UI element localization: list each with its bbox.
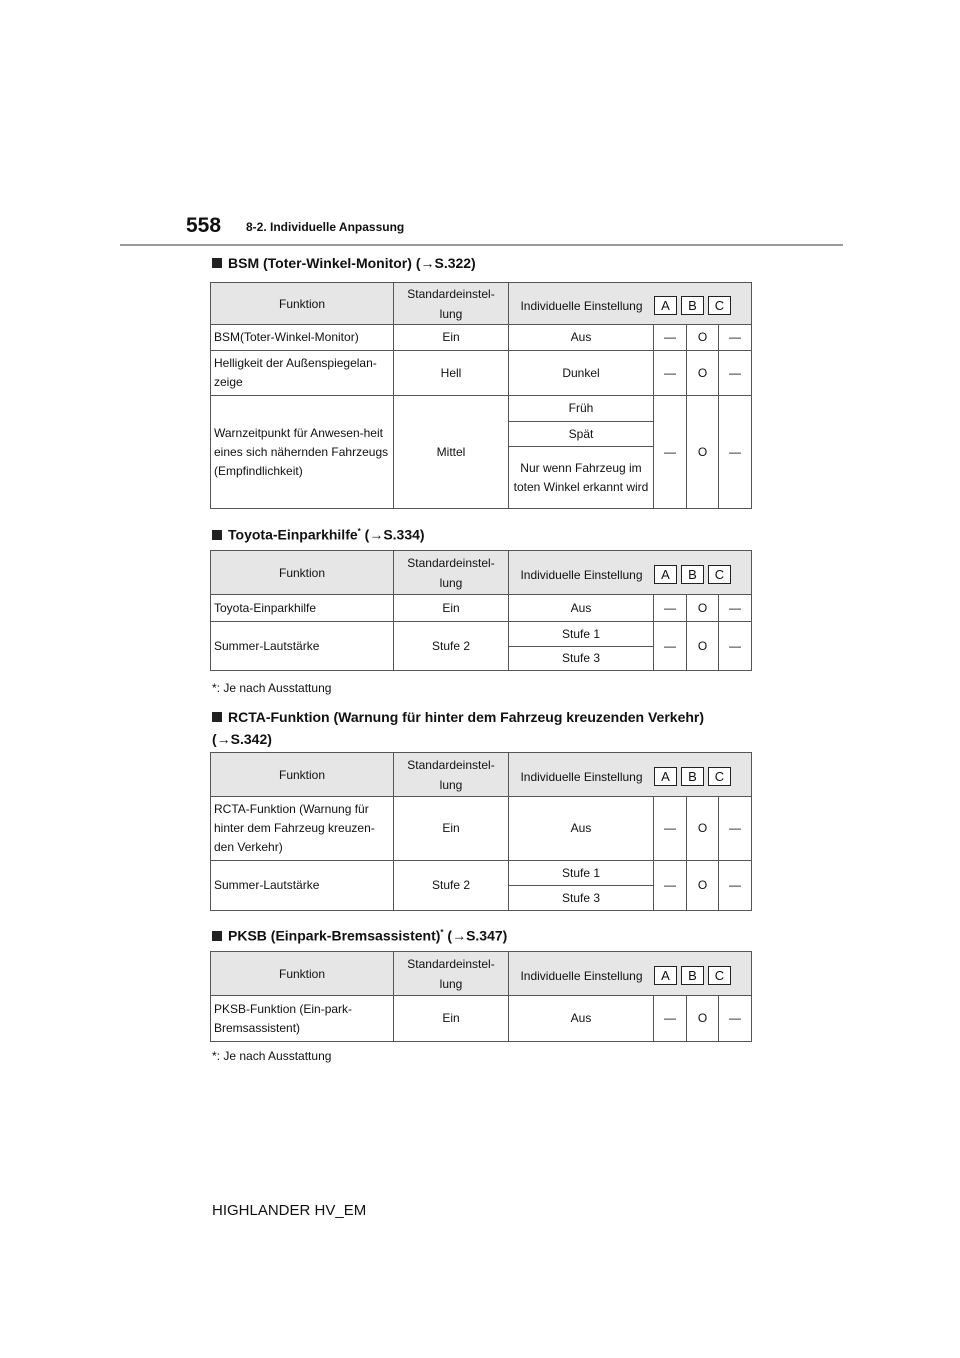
col-b-box: B bbox=[681, 966, 704, 985]
bullet-square-icon bbox=[212, 712, 222, 722]
col-header-standard: Standardeinstel-lung bbox=[394, 283, 509, 325]
col-header-individuell: Individuelle Einstellung A B C bbox=[509, 551, 752, 595]
table-row: Warnzeitpunkt für Anwesen-heit eines sich nähernden Fahrzeugs (Empfindlichkeit) Mittel Früh — O — bbox=[211, 396, 752, 422]
col-header-individuell: Individuelle Einstellung A B C bbox=[509, 952, 752, 996]
table-row: Helligkeit der Außenspiegelan-zeige Hell Dunkel — O — bbox=[211, 351, 752, 396]
section-heading-einparkhilfe: Toyota-Einparkhilfe* (→S.334) bbox=[212, 521, 757, 546]
table-row: Summer-Lautstärke Stufe 2 Stufe 1 — O — bbox=[211, 622, 752, 647]
bullet-square-icon bbox=[212, 530, 222, 540]
chapter-title: 8-2. Individuelle Anpassung bbox=[246, 220, 405, 234]
col-header-funktion: Funktion bbox=[211, 952, 394, 996]
table-row: Summer-Lautstärke Stufe 2 Stufe 1 — O — bbox=[211, 861, 752, 886]
col-b-box: B bbox=[681, 565, 704, 584]
col-header-individuell: Individuelle Einstellung A B C bbox=[509, 283, 752, 325]
col-a-box: A bbox=[654, 767, 677, 786]
col-c-box: C bbox=[708, 966, 731, 985]
bullet-square-icon bbox=[212, 258, 222, 268]
col-a-box: A bbox=[654, 296, 677, 315]
table-pksb bbox=[210, 951, 752, 1042]
table-row: PKSB-Funktion (Ein-park-Bremsassistent) Ein Aus — O — bbox=[211, 996, 752, 1042]
table-row: Stufe 3 bbox=[211, 886, 752, 911]
table-rcta bbox=[210, 752, 752, 911]
col-header-funktion: Funktion bbox=[211, 283, 394, 325]
section-heading-rcta: RCTA-Funktion (Warnung für hinter dem Fahrzeug kreuzenden Verkehr) (→S.342) bbox=[212, 709, 705, 747]
col-c-box: C bbox=[708, 767, 731, 786]
col-header-funktion: Funktion bbox=[211, 753, 394, 797]
table-row: Spät bbox=[211, 422, 752, 447]
col-header-funktion: Funktion bbox=[211, 551, 394, 595]
table-row: Stufe 3 bbox=[211, 647, 752, 671]
col-header-standard: Standardeinstel-lung bbox=[394, 952, 509, 996]
page-number: 558 bbox=[186, 214, 222, 237]
footnote: *: Je nach Ausstattung bbox=[212, 1049, 332, 1063]
col-header-standard: Standardeinstel-lung bbox=[394, 551, 509, 595]
col-b-box: B bbox=[681, 296, 704, 315]
table-einparkhilfe bbox=[210, 550, 752, 671]
footnote: *: Je nach Ausstattung bbox=[212, 681, 332, 695]
section-heading-bsm: BSM (Toter-Winkel-Monitor) (→S.322) bbox=[212, 252, 757, 274]
col-a-box: A bbox=[654, 966, 677, 985]
header-rule bbox=[120, 244, 843, 246]
footer-model: HIGHLANDER HV_EM bbox=[212, 1202, 367, 1219]
bullet-square-icon bbox=[212, 931, 222, 941]
col-b-box: B bbox=[681, 767, 704, 786]
table-row: Toyota-Einparkhilfe Ein Aus — O — bbox=[211, 595, 752, 622]
table-row: RCTA-Funktion (Warnung für hinter dem Fahrzeug kreuzen-den Verkehr) Ein Aus — O — bbox=[211, 797, 752, 861]
col-a-box: A bbox=[654, 565, 677, 584]
table-bsm bbox=[210, 282, 752, 509]
section-heading-pksb: PKSB (Einpark-Bremsassistent)* (→S.347) bbox=[212, 922, 757, 947]
col-c-box: C bbox=[708, 565, 731, 584]
table-row: BSM(Toter-Winkel-Monitor) Ein Aus — O — bbox=[211, 325, 752, 351]
col-header-individuell: Individuelle Einstellung A B C bbox=[509, 753, 752, 797]
table-row: Nur wenn Fahrzeug im toten Winkel erkannt wird bbox=[211, 447, 752, 509]
col-header-standard: Standardeinstel-lung bbox=[394, 753, 509, 797]
col-c-box: C bbox=[708, 296, 731, 315]
